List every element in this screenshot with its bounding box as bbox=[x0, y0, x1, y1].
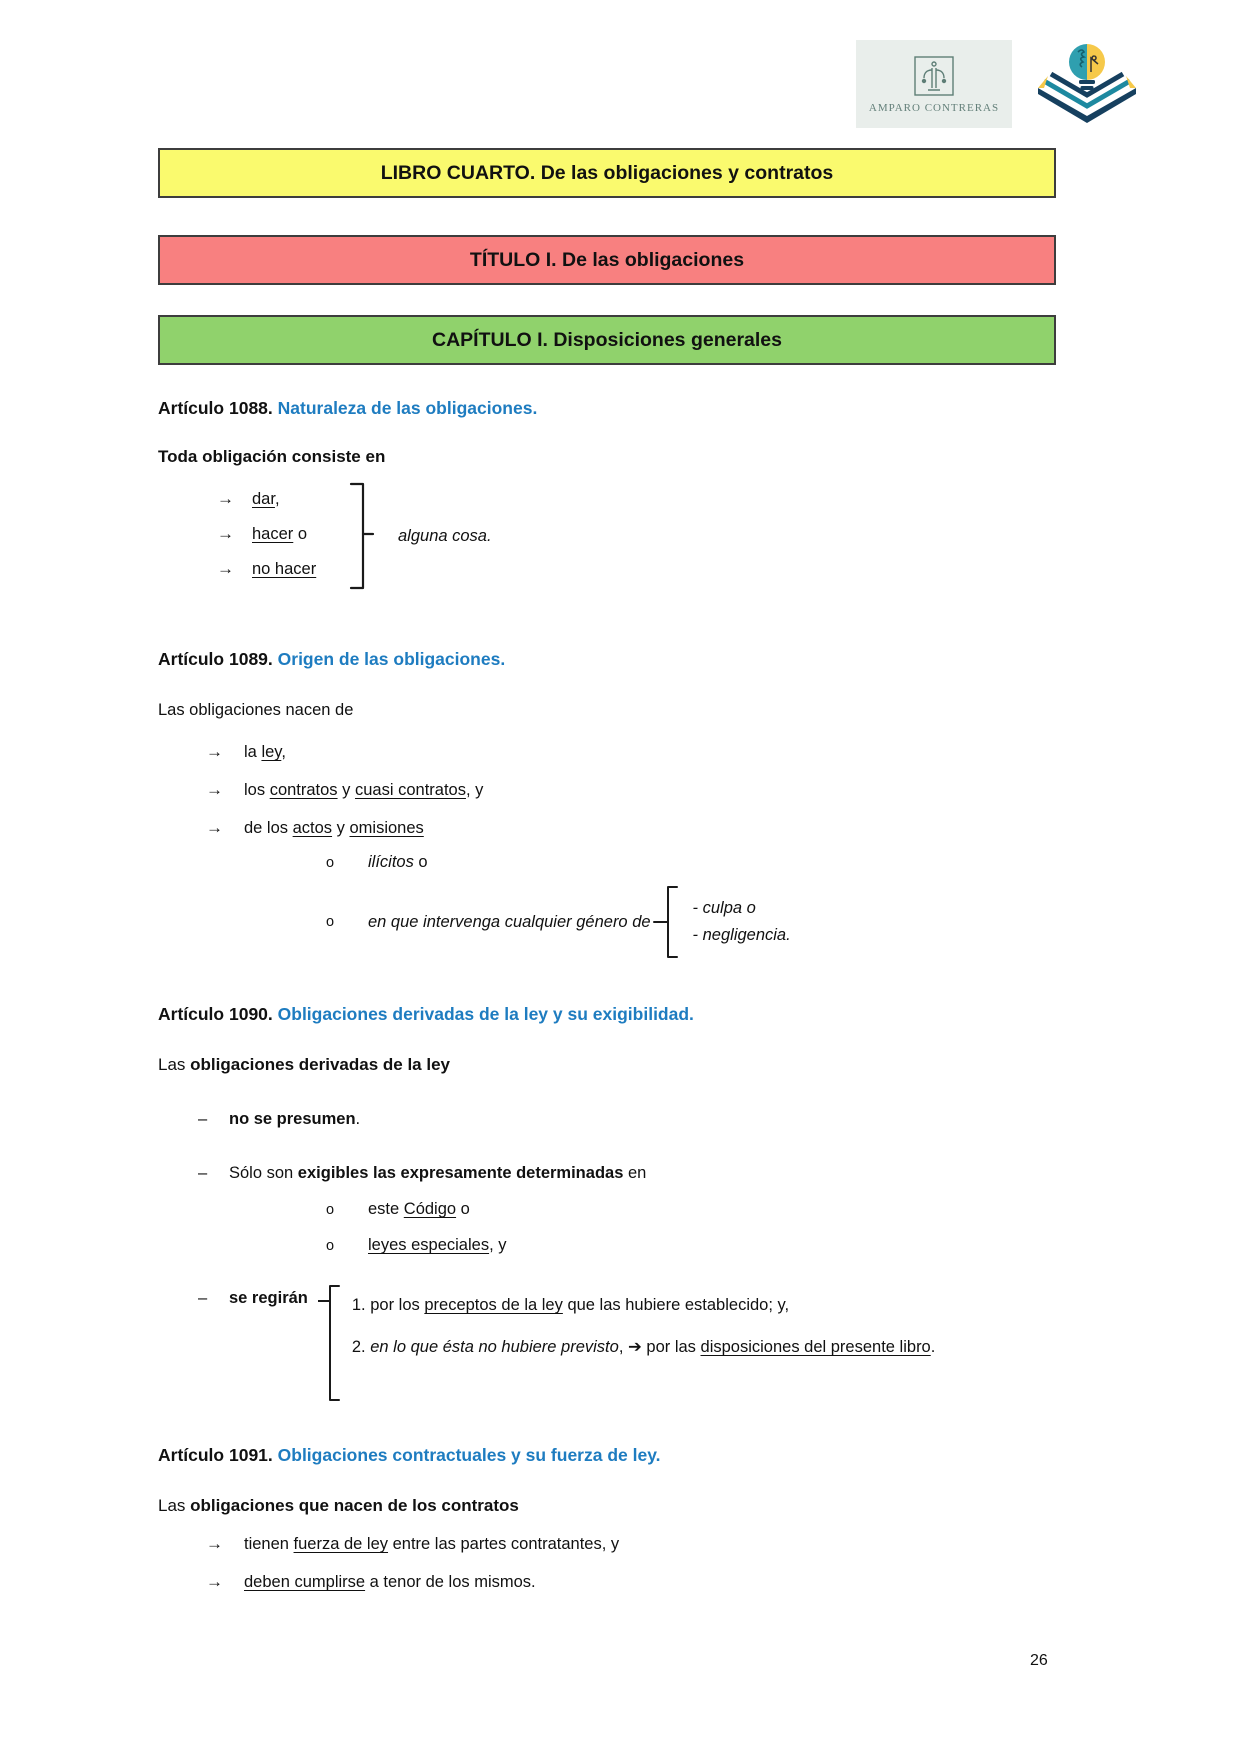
arrow-bullet: → bbox=[206, 742, 223, 761]
dash-bullet: – bbox=[198, 1164, 208, 1182]
article-1088-heading bbox=[158, 398, 1056, 419]
banner-libro bbox=[158, 148, 1056, 198]
circle-bullet: o bbox=[326, 914, 335, 930]
sub-item-text: en que intervenga cualquier género de bbox=[368, 913, 651, 931]
rule-2: 2. en lo que ésta no hubiere previsto, ➔ por las disposiciones del presente libro. bbox=[351, 1338, 936, 1356]
banner-capitulo bbox=[158, 315, 1056, 365]
item-dar: dar bbox=[252, 490, 275, 508]
article-1089-number: Artículo 1089. bbox=[158, 649, 273, 669]
rule-1: 1. por los preceptos de la ley que las hubiere establecido; y, bbox=[351, 1296, 790, 1314]
list-item: → dar, bbox=[158, 481, 346, 516]
item-no-hacer: no hacer bbox=[252, 560, 317, 578]
list-item: → deben cumplirse a tenor de los mismos. bbox=[206, 1572, 536, 1591]
article-1091-title: Obligaciones contractuales y su fuerza de ley. bbox=[272, 1445, 661, 1465]
article-1091-number: Artículo 1091. bbox=[158, 1445, 273, 1465]
bracket-item: - negligencia. bbox=[692, 926, 791, 944]
sub-list-item: o ilícitos o bbox=[326, 853, 428, 871]
grouping-brace bbox=[346, 481, 376, 591]
article-1090-intro: Las obligaciones derivadas de la ley bbox=[158, 1055, 450, 1074]
page-number: 26 bbox=[1030, 1652, 1048, 1669]
brace-label: alguna cosa. bbox=[398, 526, 492, 545]
rules-diagram bbox=[158, 1283, 1056, 1403]
article-1088-intro: Toda obligación consiste en bbox=[158, 447, 386, 466]
grouping-bracket bbox=[653, 884, 687, 960]
article-1091-heading bbox=[158, 1445, 1056, 1466]
circle-bullet: o bbox=[326, 855, 335, 871]
bracket-items bbox=[693, 895, 791, 949]
article-1089-title: Origen de las obligaciones. bbox=[272, 649, 506, 669]
list-item: → tienen fuerza de ley entre las partes contratantes, y bbox=[206, 1534, 620, 1553]
item-hacer: hacer bbox=[252, 525, 294, 543]
list-item: → de los actos y omisiones bbox=[206, 818, 424, 837]
list-item: → hacer o bbox=[158, 516, 346, 551]
banner-titulo-label: TÍTULO I. De las obligaciones bbox=[469, 248, 745, 271]
grouping-bracket bbox=[318, 1283, 348, 1403]
circle-bullet: o bbox=[326, 1238, 335, 1254]
article-1091-intro: Las obligaciones que nacen de los contratos bbox=[158, 1496, 519, 1515]
arrow-bullet: → bbox=[217, 559, 234, 578]
circle-bullet: o bbox=[326, 1202, 335, 1218]
arrow-bullet: → bbox=[206, 1534, 223, 1553]
list-item bbox=[158, 551, 346, 586]
book-lightbulb-logo bbox=[1028, 36, 1146, 134]
banner-capitulo-label: CAPÍTULO I. Disposiciones generales bbox=[431, 328, 782, 351]
article-1089-intro: Las obligaciones nacen de bbox=[158, 701, 354, 719]
brand-name: AMPARO CONTRERAS bbox=[868, 101, 1000, 114]
banner-titulo bbox=[158, 235, 1056, 285]
obligation-types-diagram bbox=[158, 481, 1056, 591]
document-page bbox=[158, 148, 1056, 1594]
article-1088-title: Naturaleza de las obligaciones. bbox=[272, 398, 538, 418]
bracket-items bbox=[352, 1283, 944, 1359]
article-1090-heading bbox=[158, 1004, 1056, 1025]
sub-list-item: o este Código o bbox=[326, 1200, 470, 1218]
justice-scales-icon bbox=[913, 55, 955, 97]
fault-kinds-diagram bbox=[158, 884, 1056, 960]
bracket-item: - culpa o bbox=[692, 899, 756, 917]
arrow-bullet: → bbox=[206, 818, 223, 837]
list-item: → la ley, bbox=[206, 742, 286, 761]
arrow-bullet: → bbox=[206, 780, 223, 799]
article-1090-title: Obligaciones derivadas de la ley y su exigibilidad. bbox=[272, 1004, 694, 1024]
banner-libro-label: LIBRO CUARTO. De las obligaciones y contratos bbox=[380, 161, 834, 184]
article-1090-number: Artículo 1090. bbox=[158, 1004, 273, 1024]
dash-bullet: – bbox=[198, 1289, 208, 1307]
rules-label: se regirán bbox=[229, 1289, 308, 1307]
arrow-bullet: → bbox=[206, 1572, 223, 1591]
sub-list-item: o leyes especiales, y bbox=[326, 1236, 507, 1254]
dash-bullet: – bbox=[198, 1110, 208, 1128]
arrow-bullet: → bbox=[217, 489, 234, 508]
list-item: – no se presumen. bbox=[198, 1110, 361, 1128]
article-1088-number: Artículo 1088. bbox=[158, 398, 273, 418]
article-1089-heading bbox=[158, 649, 1056, 670]
arrow-bullet: → bbox=[217, 524, 234, 543]
brand-logo-box bbox=[856, 40, 1012, 128]
obligation-types-list bbox=[158, 481, 346, 591]
list-item: – Sólo son exigibles las expresamente determinadas en bbox=[198, 1164, 647, 1182]
list-item: → los contratos y cuasi contratos, y bbox=[206, 780, 484, 799]
